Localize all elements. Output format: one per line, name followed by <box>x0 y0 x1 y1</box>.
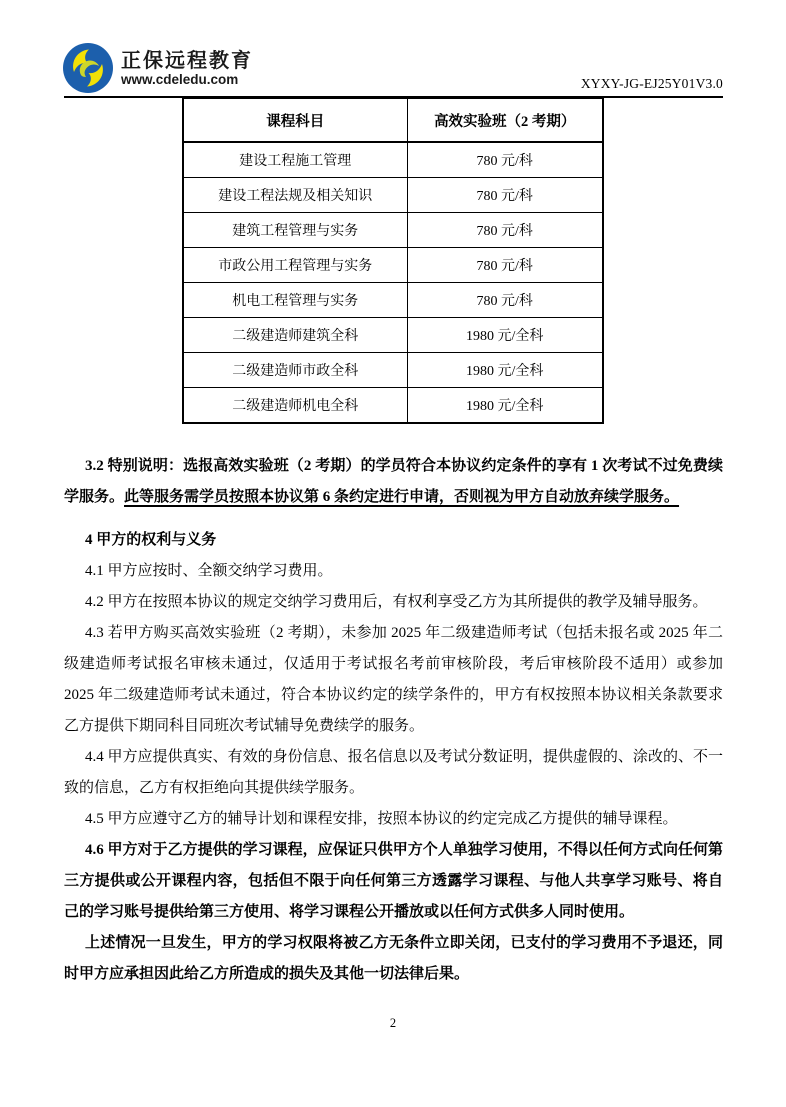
document-code: XYXY-JG-EJ25Y01V3.0 <box>580 76 723 91</box>
table-cell-price: 1980 元/全科 <box>407 318 603 353</box>
table-cell-subject: 二级建造师建筑全科 <box>183 318 407 353</box>
table-cell-price: 780 元/科 <box>407 283 603 318</box>
price-table <box>182 97 604 424</box>
table-cell-price: 780 元/科 <box>407 248 603 283</box>
table-row <box>183 142 603 178</box>
section-heading-4: 4 甲方的权利与义务 <box>85 532 217 548</box>
table-header-row <box>183 98 603 142</box>
logo <box>63 43 253 93</box>
table-cell-subject: 建设工程施工管理 <box>183 142 407 178</box>
table-cell-price: 780 元/科 <box>407 178 603 213</box>
paragraph-4-4: 4.4 甲方应提供真实、有效的身份信息、报名信息以及考试分数证明，提供虚假的、涂改的、不一致的信息，乙方有权拒绝向其提供续学服务。 <box>64 749 723 796</box>
paragraph-4-2: 4.2 甲方在按照本协议的规定交纳学习费用后，有权利享受乙方为其所提供的教学及辅导服务。 <box>85 594 708 610</box>
table-row <box>183 213 603 248</box>
paragraph-4-3: 4.3 若甲方购买高效实验班（2 考期），未参加 2025 年二级建造师考试（包括未报名或 2025 年二级建造师考试报名审核未通过，仅适用于考试报名考前审核阶段，考后审核阶段不适用）或参加 2025 年二级建造师考试未通过，符合本协议约定的续学条件的，甲方有权按照本协议相关条款要求乙方提供下期同科目同班次考试辅导免费续学的服务。 <box>64 625 723 734</box>
table-cell-subject: 市政公用工程管理与实务 <box>183 248 407 283</box>
logo-text <box>121 50 253 87</box>
document-body <box>64 451 723 990</box>
table-cell-price: 780 元/科 <box>407 213 603 248</box>
table-header-class: 高效实验班（2 考期） <box>407 98 603 142</box>
paragraph-3-2 <box>64 451 723 513</box>
table-row <box>183 248 603 283</box>
table-cell-subject: 二级建造师市政全科 <box>183 353 407 388</box>
table-row <box>183 318 603 353</box>
table-cell-subject: 二级建造师机电全科 <box>183 388 407 424</box>
table-cell-price: 1980 元/全科 <box>407 353 603 388</box>
paragraph-4-1: 4.1 甲方应按时、全额交纳学习费用。 <box>85 563 333 579</box>
table-row <box>183 178 603 213</box>
page-number: 2 <box>389 1016 397 1030</box>
paragraph-4-5: 4.5 甲方应遵守乙方的辅导计划和课程安排，按照本协议的约定完成乙方提供的辅导课程。 <box>85 811 678 827</box>
table-row <box>183 283 603 318</box>
logo-title: 正保远程教育 <box>121 49 253 72</box>
table-cell-price: 1980 元/全科 <box>407 388 603 424</box>
table-row <box>183 388 603 424</box>
table-cell-price: 780 元/科 <box>407 142 603 178</box>
logo-url: www.cdeledu.com <box>121 71 239 87</box>
table-cell-subject: 机电工程管理与实务 <box>183 283 407 318</box>
paragraph-3-2-underlined-text: 此等服务需学员按照本协议第 6 条约定进行申请，否则视为甲方自动放弃续学服务。 <box>124 489 680 505</box>
table-cell-subject: 建设工程法规及相关知识 <box>183 178 407 213</box>
paragraph-4-6: 4.6 甲方对于乙方提供的学习课程，应保证只供甲方个人单独学习使用，不得以任何方式向任何第三方提供或公开课程内容，包括但不限于向任何第三方透露学习课程、与他人共享学习账号、将自己的学习账号提供给第三方使用、将学习课程公开播放或以任何方式供多人同时使用。 <box>64 842 723 920</box>
logo-icon <box>63 43 113 93</box>
paragraph-consequences: 上述情况一旦发生，甲方的学习权限将被乙方无条件立即关闭，已支付的学习费用不予退还，同时甲方应承担因此给乙方所造成的损失及其他一切法律后果。 <box>64 935 723 982</box>
table-header-subject: 课程科目 <box>183 98 407 142</box>
table-cell-subject: 建筑工程管理与实务 <box>183 213 407 248</box>
paragraph-3-2-text: 3.2 特别说明：选报高效实验班（2 考期）的学员符合本协议约定条件的享有 1 次考试不过免费续学服务。 <box>64 458 723 505</box>
table-row <box>183 353 603 388</box>
